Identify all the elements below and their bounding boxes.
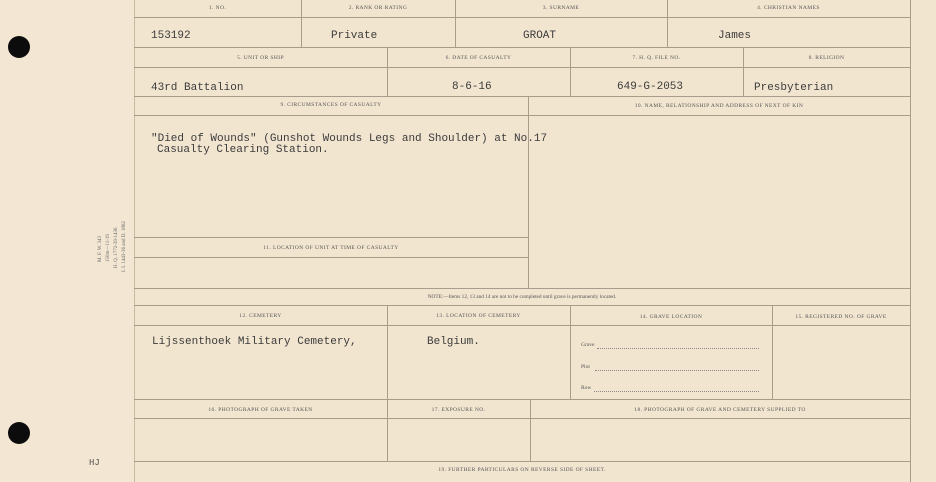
row-label: Row [581,385,592,391]
header-cemetery: 12. CEMETERY [239,313,282,319]
value-christian-names: James [718,30,752,42]
value-circumstances-line2: Casualty Clearing Station. [157,144,329,156]
value-unit: 43rd Battalion [151,82,244,94]
value-rank: Private [331,30,378,42]
header-next-of-kin: 10. NAME, RELATIONSHIP AND ADDRESS OF NEXT OF KIN [634,103,804,109]
grave-label: Grave [581,342,595,348]
header-date: 6. DATE OF CASUALTY [445,55,512,61]
value-location-of-cemetery: Belgium. [427,336,480,348]
value-no: 153192 [151,30,191,42]
header-photograph-supplied: 18. PHOTOGRAPH OF GRAVE AND CEMETERY SUPPLIED TO [634,407,806,413]
punch-hole-bottom [8,422,30,444]
punch-hole-top [8,36,30,58]
value-cemetery: Lijssenthoek Military Cemetery, [152,336,357,348]
header-unit: 5. UNIT OR SHIP [237,55,284,61]
value-surname: GROAT [523,30,557,42]
note-items: NOTE:—Items 12, 13 and 14 are not to be completed until grave is permanently located. [427,294,617,300]
value-hq-file: 649-G-2053 [617,81,684,93]
header-further-particulars: 19. FURTHER PARTICULARS ON REVERSE SIDE OF SHEET. [438,467,606,473]
header-photograph-taken: 16. PHOTOGRAPH OF GRAVE TAKEN [208,407,313,413]
header-circumstances: 9. CIRCUMSTANCES OF CASUALTY [280,102,382,108]
print-run: 150m—11-19 [106,234,111,262]
form-number: M. F. W. 343 [98,236,103,262]
value-circumstances-line1: "Died of Wounds" (Gunshot Wounds Legs and Shoulder) at No.17 [151,133,548,145]
header-location-of-unit: 11. LOCATION OF UNIT AT TIME OF CASUALTY [263,245,399,251]
header-grave-location: 14. GRAVE LOCATION [639,314,703,320]
ii-reference: I. I. 1443-36 and D. 1862 [122,221,127,272]
plot-label: Plot [581,364,590,370]
header-no: 1. NO. [208,5,227,11]
header-registered-no: 15. REGISTERED NO. OF GRAVE [795,314,887,320]
initials: HJ [89,458,100,468]
value-religion: Presbyterian [754,82,834,94]
header-exposure-no: 17. EXPOSURE NO. [431,407,486,413]
header-hq-file: 7. H. Q. FILE NO. [632,55,681,61]
header-rank: 2. RANK OR RATING [348,5,408,11]
hq-reference: H. Q. 1772-39-1436 [114,227,119,268]
value-date: 8-6-16 [452,81,492,93]
header-christian-names: 4. CHRISTIAN NAMES [757,5,820,11]
header-location-of-cemetery: 13. LOCATION OF CEMETERY [436,313,521,319]
header-religion: 8. RELIGION [808,55,845,61]
header-surname: 3. SURNAME [542,5,580,11]
